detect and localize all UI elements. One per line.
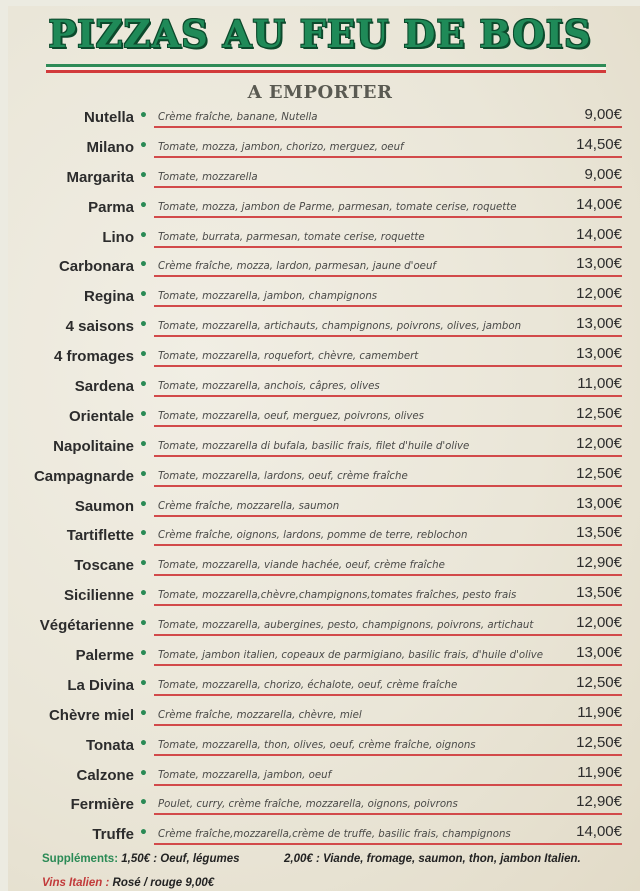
pizza-name: Tonata [85, 736, 134, 754]
menu-item [0, 252, 640, 282]
pizza-description: Tomate, mozzarella, anchois, câpres, olives [158, 381, 380, 393]
pizza-description: Tomate, mozza, jambon, chorizo, merguez, oeuf [158, 141, 404, 153]
pizza-price: 12,50€ [576, 673, 622, 691]
pizza-name: Sicilienne [63, 587, 134, 605]
red-rule [154, 754, 622, 756]
pizza-price: 12,90€ [576, 793, 622, 811]
red-rule [154, 365, 622, 367]
pizza-name: Tartiflette [66, 527, 134, 545]
pizza-description: Crème fraîche,mozzarella,crème de truffe, basilic frais, champignons [158, 829, 511, 841]
pizza-price: 13,00€ [576, 255, 622, 273]
menu-item [0, 492, 640, 522]
menu-item [0, 163, 640, 193]
pizza-price: 13,00€ [576, 494, 622, 512]
pizza-description: Tomate, mozzarella, lardons, oeuf, crème fraîche [158, 470, 408, 482]
pizza-price: 11,90€ [577, 703, 622, 721]
menu-item [0, 790, 640, 820]
pizza-name: Fermière [70, 796, 134, 814]
pizza-name: Campagnarde [33, 467, 134, 485]
pizza-name: Palerme [75, 647, 134, 665]
pizza-price: 12,00€ [576, 434, 622, 452]
bullet-dot: • [139, 406, 148, 423]
pizza-description: Tomate, mozzarella, oeuf, merguez, poivrons, olives [158, 410, 424, 422]
pizza-description: Tomate, jambon italien, copeaux de parmigiano, basilic frais, d'huile d'olive [158, 650, 544, 662]
supplements-line [42, 853, 581, 865]
supplements-label: Suppléments: [42, 853, 119, 865]
bullet-dot: • [139, 675, 148, 692]
pizza-description: Poulet, curry, crème fraîche, mozzarella, oignons, poivrons [158, 799, 458, 811]
menu-item [0, 581, 640, 611]
pizza-price: 13,50€ [576, 584, 622, 602]
red-rule [154, 485, 622, 487]
menu-item [0, 312, 640, 342]
menu-item [0, 731, 640, 761]
pizza-price: 9,00€ [584, 165, 622, 183]
red-rule [154, 544, 622, 546]
pizza-name: Lino [102, 228, 134, 246]
bullet-dot: • [139, 167, 148, 184]
bullet-dot: • [139, 287, 148, 304]
pizza-description: Crème fraîche, mozza, lardon, parmesan, jaune d'oeuf [158, 261, 436, 273]
menu-item [0, 641, 640, 671]
menu-item [0, 342, 640, 372]
menu-item [0, 103, 640, 133]
pizza-price: 14,00€ [576, 195, 622, 213]
pizza-name: Nutella [83, 109, 134, 126]
wines-label: Vins Italien : [42, 877, 110, 889]
pizza-name: Carbonara [58, 258, 134, 276]
bullet-dot: • [139, 496, 148, 513]
pizza-description: Tomate, mozzarella, chorizo, échalote, oeuf, crème fraîche [158, 679, 458, 691]
pizza-price: 12,50€ [576, 404, 622, 422]
pizza-price: 12,00€ [576, 285, 622, 303]
bullet-dot: • [139, 616, 148, 633]
pizza-price: 11,00€ [577, 375, 622, 393]
menu-subtitle: A EMPORTER [247, 82, 393, 103]
wines-line [42, 877, 214, 889]
red-rule [154, 186, 622, 188]
pizza-description: Crème fraîche, banane, Nutella [158, 112, 318, 123]
menu-item [0, 611, 640, 641]
bullet-dot: • [139, 347, 148, 364]
pizza-name: Truffe [92, 826, 134, 844]
pizza-description: Tomate, burrata, parmesan, tomate cerise, roquette [158, 231, 425, 243]
pizza-name: Chèvre miel [48, 706, 134, 724]
menu-item [0, 761, 640, 791]
red-rule [154, 395, 622, 397]
supplements-option-b: 2,00€ : Viande, fromage, saumon, thon, jambon Italien. [284, 853, 581, 865]
bullet-dot: • [139, 705, 148, 722]
red-rule [154, 126, 622, 128]
pizza-description: Tomate, mozzarella [158, 171, 258, 183]
pizza-price: 14,50€ [576, 135, 622, 153]
pizza-description: Tomate, mozza, jambon de Parme, parmesan, tomate cerise, roquette [158, 201, 517, 213]
bullet-dot: • [139, 137, 148, 154]
bullet-dot: • [139, 795, 148, 812]
bullet-dot: • [139, 586, 148, 603]
wines-text: Rosé / rouge 9,00€ [112, 877, 215, 889]
menu-item [0, 193, 640, 223]
bullet-dot: • [139, 556, 148, 573]
pizza-price: 13,50€ [576, 524, 622, 542]
pizza-price: 12,00€ [576, 614, 622, 632]
pizza-description: Tomate, mozzarella, viande hachée, oeuf, crème fraîche [158, 560, 445, 572]
pizza-price: 13,00€ [576, 644, 622, 662]
bullet-dot: • [139, 108, 148, 124]
bullet-dot: • [139, 646, 148, 663]
red-rule [154, 604, 622, 606]
menu-item [0, 432, 640, 462]
pizza-description: Tomate, mozzarella, roquefort, chèvre, camembert [158, 351, 419, 363]
pizza-price: 12,90€ [576, 554, 622, 572]
pizza-name: 4 saisons [65, 318, 134, 336]
pizza-description: Tomate, mozzarella, jambon, oeuf [158, 769, 332, 781]
menu-item [0, 701, 640, 731]
red-rule [154, 784, 622, 786]
pizza-price: 14,00€ [576, 823, 622, 841]
bullet-dot: • [139, 526, 148, 543]
red-rule [154, 305, 622, 307]
pizza-name: Végétarienne [39, 617, 134, 635]
menu-item [0, 282, 640, 312]
supplements-option-a: 1,50€ : Oeuf, légumes [121, 853, 240, 865]
menu-item [0, 551, 640, 581]
pizza-price: 9,00€ [584, 106, 622, 123]
pizza-price: 13,00€ [576, 315, 622, 333]
red-rule [154, 634, 622, 636]
red-rule [154, 335, 622, 337]
pizza-name: Orientale [68, 407, 134, 425]
pizza-price: 12,50€ [576, 464, 622, 482]
pizza-name: La Divina [67, 676, 134, 694]
pizza-name: Parma [88, 198, 134, 216]
pizza-description: Tomate, mozzarella, jambon, champignons [158, 291, 378, 303]
red-rule [154, 664, 622, 666]
pizza-name: Milano [86, 138, 134, 156]
red-rule [154, 843, 622, 845]
pizza-description: Crème fraîche, oignons, lardons, pomme de terre, reblochon [158, 530, 468, 542]
pizza-description: Crème fraîche, mozzarella, saumon [158, 500, 340, 512]
bullet-dot: • [139, 765, 148, 782]
red-rule [154, 813, 622, 815]
menu-item [0, 820, 640, 850]
pizza-description: Crème fraîche, mozzarella, chèvre, miel [158, 709, 362, 721]
pizza-description: Tomate, mozzarella,chèvre,champignons,tomates fraîches, pesto frais [158, 590, 517, 602]
bullet-dot: • [139, 257, 148, 274]
red-rule [154, 574, 622, 576]
bullet-dot: • [139, 317, 148, 334]
red-rule [154, 156, 622, 158]
pizza-description: Tomate, mozzarella, thon, olives, oeuf, crème fraîche, oignons [158, 739, 476, 751]
pizza-price: 11,90€ [577, 763, 622, 781]
bullet-dot: • [139, 377, 148, 394]
pizza-name: Sardena [74, 378, 134, 396]
red-rule [154, 216, 622, 218]
red-rule [154, 246, 622, 248]
pizza-name: 4 fromages [53, 348, 134, 366]
menu-item [0, 223, 640, 253]
pizza-price: 13,00€ [576, 345, 622, 363]
bullet-dot: • [139, 735, 148, 752]
bullet-dot: • [139, 436, 148, 453]
pizza-name: Regina [83, 288, 134, 306]
bullet-dot: • [139, 227, 148, 244]
pizza-name: Saumon [74, 497, 134, 515]
red-rule [154, 515, 622, 517]
pizza-description: Tomate, mozzarella, artichauts, champignons, poivrons, olives, jambon [158, 321, 522, 333]
bullet-dot: • [139, 197, 148, 214]
menu-item [0, 462, 640, 492]
pizza-name: Calzone [76, 766, 134, 784]
bullet-dot: • [139, 825, 148, 842]
pizza-price: 14,00€ [576, 225, 622, 243]
red-rule [154, 694, 622, 696]
pizza-price: 12,50€ [576, 733, 622, 751]
red-rule [154, 724, 622, 726]
pizza-list [0, 103, 640, 850]
bullet-dot: • [139, 466, 148, 483]
menu-item [0, 671, 640, 701]
pizza-description: Tomate, mozzarella di bufala, basilic frais, filet d'huile d'olive [158, 440, 470, 452]
pizza-name: Toscane [74, 557, 134, 575]
menu-item [0, 521, 640, 551]
menu-item [0, 372, 640, 402]
menu-item [0, 402, 640, 432]
pizza-description: Tomate, mozzarella, aubergines, pesto, champignons, poivrons, artichaut [158, 620, 534, 632]
red-rule [154, 425, 622, 427]
red-rule [154, 455, 622, 457]
menu-title: PIZZAS AU FEU DE BOIS [48, 12, 592, 56]
flag-stripe-red [46, 70, 606, 73]
red-rule [154, 275, 622, 277]
pizza-name: Margarita [66, 168, 134, 186]
menu-item [0, 133, 640, 163]
pizza-name: Napolitaine [53, 437, 134, 455]
